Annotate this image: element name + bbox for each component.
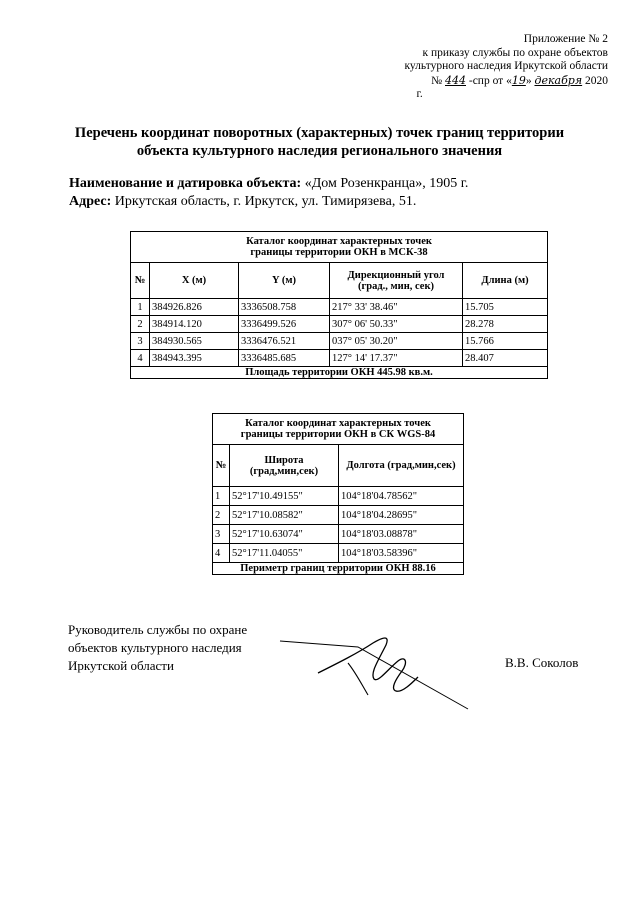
msk38-coordinates-table (130, 231, 548, 379)
title-line1: Перечень координат поворотных (характерных) точек границ территории (74, 125, 565, 141)
cell-number: 2 (213, 506, 230, 525)
order-suffix: г. (416, 88, 423, 100)
cell-angle: 307° 06' 50.33" (330, 316, 463, 333)
wgs84-header-longitude: Долгота (град,мин,сек) (339, 445, 464, 487)
cell-number: 4 (213, 544, 230, 563)
msk38-header-angle: Дирекционный угол (град., мин, сек) (330, 263, 463, 299)
signatory-position (68, 621, 247, 675)
cell-longitude: 104°18'04.28695" (339, 506, 464, 525)
cell-latitude: 52°17'10.49155" (230, 487, 339, 506)
object-address-value: Иркутская область, г. Иркутск, ул. Тимирязева, 51. (114, 194, 417, 209)
object-address-label: Адрес: (69, 194, 112, 209)
msk38-header-number: № (131, 263, 150, 299)
cell-x: 384930.565 (150, 333, 239, 350)
table-row (131, 350, 548, 367)
document-title (0, 124, 639, 160)
order-month: декабря (534, 73, 583, 87)
object-info (69, 175, 468, 211)
order-close: » (525, 74, 532, 87)
msk38-caption-line1: Каталог координат характерных точек (246, 236, 432, 247)
cell-longitude: 104°18'03.08878" (339, 525, 464, 544)
cell-length: 15.705 (463, 299, 548, 316)
order-day: 19 (511, 73, 526, 87)
cell-number: 1 (131, 299, 150, 316)
wgs84-caption (213, 414, 464, 445)
cell-latitude: 52°17'10.63074" (230, 525, 339, 544)
cell-angle: 037° 05' 30.20" (330, 333, 463, 350)
table-row (131, 333, 548, 350)
cell-y: 3336499.526 (239, 316, 330, 333)
table-row (213, 506, 464, 525)
table-row (213, 487, 464, 506)
cell-y: 3336485.685 (239, 350, 330, 367)
cell-x: 384926.826 (150, 299, 239, 316)
appendix-line1: Приложение № 2 (523, 33, 608, 45)
order-year: 2020 (585, 74, 608, 87)
object-name-label: Наименование и датировка объекта: (69, 176, 302, 191)
order-mid: -спр от « (468, 74, 512, 87)
cell-number: 4 (131, 350, 150, 367)
table-row (131, 316, 548, 333)
cell-angle: 127° 14' 17.37" (330, 350, 463, 367)
cell-number: 3 (213, 525, 230, 544)
handwritten-signature-icon (278, 633, 478, 713)
cell-longitude: 104°18'03.58396" (339, 544, 464, 563)
appendix-order-line (405, 74, 609, 89)
cell-number: 1 (213, 487, 230, 506)
appendix-line2: к приказу службы по охране объектов (422, 46, 608, 59)
wgs84-caption-line1: Каталог координат характерных точек (245, 418, 431, 429)
cell-latitude: 52°17'11.04055" (230, 544, 339, 563)
title-line2: объекта культурного наследия регионального значения (136, 143, 503, 159)
msk38-header-y: Y (м) (239, 263, 330, 299)
order-prefix: № (431, 74, 443, 87)
order-number: 444 (445, 73, 466, 87)
cell-latitude: 52°17'10.08582" (230, 506, 339, 525)
table-row (131, 299, 548, 316)
msk38-header-length: Длина (м) (463, 263, 548, 299)
cell-number: 3 (131, 333, 150, 350)
msk38-caption-line2: границы территории ОКН в МСК-38 (250, 247, 428, 258)
wgs84-coordinates-table (212, 413, 464, 575)
object-name-row (69, 175, 468, 193)
object-address-row (69, 193, 468, 211)
cell-x: 384943.395 (150, 350, 239, 367)
cell-number: 2 (131, 316, 150, 333)
cell-y: 3336476.521 (239, 333, 330, 350)
object-name-value: «Дом Розенкранца», 1905 г. (304, 176, 469, 191)
cell-length: 15.766 (463, 333, 548, 350)
cell-y: 3336508.758 (239, 299, 330, 316)
appendix-line3: культурного наследия Иркутской области (404, 60, 608, 72)
appendix-header (405, 33, 609, 102)
wgs84-caption-line2: границы территории ОКН в СК WGS-84 (240, 429, 436, 440)
msk38-header-x: X (м) (150, 263, 239, 299)
wgs84-header-number: № (213, 445, 230, 487)
msk38-caption (131, 232, 548, 263)
signatory-line3: Иркутской области (68, 658, 174, 673)
cell-length: 28.278 (463, 316, 548, 333)
table-row (213, 525, 464, 544)
wgs84-header-latitude: Широта (град,мин,сек) (230, 445, 339, 487)
msk38-area-footer: Площадь территории ОКН 445.98 кв.м. (131, 367, 548, 379)
signatory-name: В.В. Соколов (505, 655, 579, 670)
cell-x: 384914.120 (150, 316, 239, 333)
cell-angle: 217° 33' 38.46" (330, 299, 463, 316)
cell-length: 28.407 (463, 350, 548, 367)
table-row (213, 544, 464, 563)
cell-longitude: 104°18'04.78562" (339, 487, 464, 506)
signatory-line1: Руководитель службы по охране (68, 622, 248, 637)
wgs84-perimeter-footer: Периметр границ территории ОКН 88.16 (213, 563, 464, 575)
signatory-line2: объектов культурного наследия (68, 640, 242, 655)
